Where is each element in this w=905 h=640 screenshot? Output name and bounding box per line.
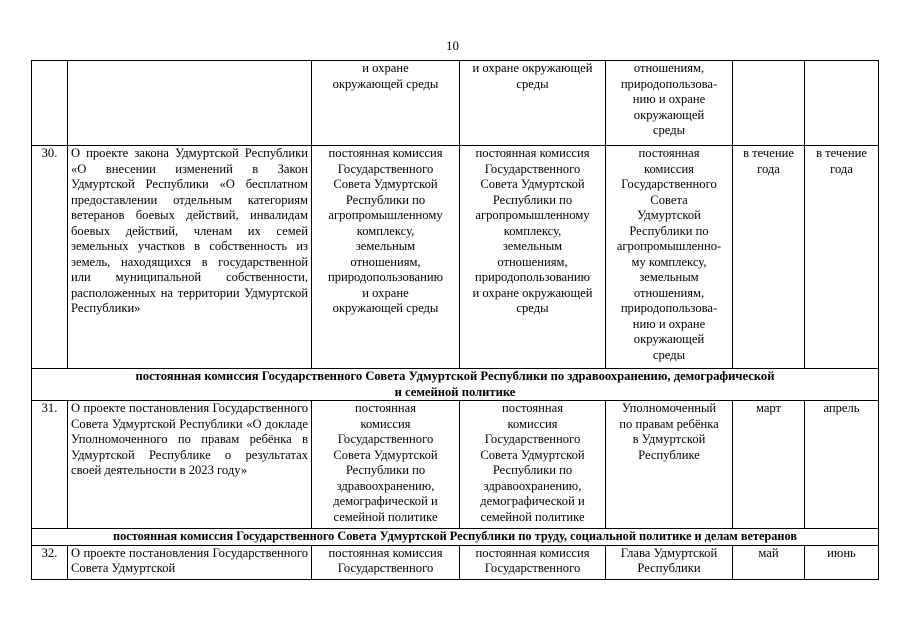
cell-line: Государственного (337, 161, 434, 176)
cell-line: Совета (650, 192, 688, 207)
cell-responsible-commission (312, 61, 460, 146)
cell-line: года (757, 161, 780, 176)
cell-line: агропромышленно- (616, 239, 722, 253)
legislative-plan-table (31, 60, 879, 580)
cell-line: комплексу, (503, 223, 562, 238)
cell-line: Государственного (621, 177, 717, 191)
cell-line: демографической и (480, 494, 585, 508)
cell-line: здравоохранению, (336, 478, 435, 493)
cell-line: Глава Удмуртской (620, 545, 718, 560)
cell-line: комиссия (507, 416, 558, 431)
cell-line: и охране (362, 285, 409, 300)
cell-line: природопользова- (620, 76, 718, 91)
cell-line: отношениям, (497, 254, 568, 269)
cell-line: и охране (362, 61, 409, 75)
cell-line: семейной политике (333, 509, 438, 524)
cell-line: среды (516, 301, 549, 315)
table-row (32, 146, 879, 369)
row-number: 31. (32, 401, 68, 529)
cell-line: постоянная комиссия (475, 545, 590, 560)
submission-date (733, 545, 805, 579)
cell-line: май (758, 545, 779, 560)
cell-line: отношениям, (633, 61, 705, 75)
co-executor (460, 545, 606, 579)
bill-title: О проекте закона Удмуртской Республики «О внесении изменений в Закон Удмуртской Республики «О бесплатном предоставлении отдельным категориям ветеранов боевых действий, инвалидам боевых действий, членам их семей земельных участков в собственность из земель, находящихся в государственной или муниципальной собственности, расположенных на территории Удмуртской Республики» (68, 146, 312, 369)
cell-line: здравоохранению, (483, 478, 582, 493)
section-header (32, 529, 879, 546)
cell-line: постоянная (502, 401, 563, 415)
cell-line: комиссия (360, 416, 411, 431)
table-row (32, 545, 879, 579)
cell-line: и охране окружающей (472, 61, 593, 75)
cell-line: и охране окружающей (472, 285, 593, 300)
cell-line: Республики по (345, 192, 426, 207)
cell-title (68, 61, 312, 146)
cell-consideration-date (805, 61, 879, 146)
cell-line: апрель (823, 401, 860, 415)
submission-date (733, 401, 805, 529)
cell-line: Уполномоченный (621, 401, 717, 415)
responsible-commission (312, 545, 460, 579)
cell-line: в течение (743, 146, 794, 160)
consideration-date (805, 545, 879, 579)
cell-line: Совета Удмуртской (333, 177, 438, 191)
cell-line: природопользованию (474, 270, 591, 284)
cell-line: комплексу, (356, 223, 415, 238)
responsible-commission (312, 146, 460, 369)
cell-initiator (606, 61, 733, 146)
cell-line: земельным (355, 239, 416, 253)
cell-line: Республики по (492, 192, 573, 207)
table-row (32, 401, 879, 529)
initiator (606, 545, 733, 579)
cell-line: март (755, 401, 782, 415)
row-number: 30. (32, 146, 68, 369)
cell-line: среды (516, 76, 549, 91)
cell-line: нию и охране (632, 92, 706, 106)
cell-line: агропромышленному (328, 208, 443, 222)
consideration-date (805, 401, 879, 529)
cell-co-executor (460, 61, 606, 146)
section-header (32, 369, 879, 401)
cell-line: Государственного (484, 432, 581, 446)
cell-line: июнь (827, 545, 856, 560)
cell-line: земельным (502, 239, 563, 253)
cell-line: Республике (638, 447, 700, 462)
cell-line: в течение (816, 146, 867, 160)
cell-line: Республики (637, 561, 701, 575)
cell-line: постоянная комиссия (475, 146, 590, 160)
cell-line: Совета Удмуртской (480, 177, 585, 191)
co-executor (460, 146, 606, 369)
row-number: 32. (32, 545, 68, 579)
cell-line: отношениям, (350, 254, 421, 269)
cell-line: среды (652, 347, 686, 362)
cell-line: окружающей среды (332, 76, 439, 91)
cell-line: Удмуртской (637, 208, 701, 222)
section-title: постоянная комиссия Государственного Совета Удмуртской Республики по труду, социальной политике и делам ветеранов (32, 529, 879, 546)
initiator (606, 401, 733, 529)
bill-title: О проекте постановления Государственного Совета Удмуртской Республики «О докладе Уполномоченного по правам ребёнка в Удмуртской Республике о результатах своей деятельности в 2023 году» (68, 401, 312, 529)
cell-line: среды (652, 123, 686, 137)
cell-line: окружающей (633, 332, 705, 346)
page-number: 10 (446, 38, 459, 53)
cell-line: Совета Удмуртской (333, 447, 438, 462)
responsible-commission (312, 401, 460, 529)
cell-line: Государственного (484, 161, 581, 176)
cell-line: нию и охране (632, 316, 706, 331)
cell-line: года (830, 161, 853, 176)
cell-line: Республики по (492, 463, 573, 477)
cell-line: постоянная (355, 401, 416, 415)
cell-line: Республики по (345, 463, 426, 477)
bill-title: О проекте постановления Государственного Совета Удмуртской (68, 545, 312, 579)
initiator (606, 146, 733, 369)
cell-line: Совета Удмуртской (480, 447, 585, 462)
cell-line: постоянная комиссия (328, 545, 443, 560)
co-executor (460, 401, 606, 529)
cell-line: по правам ребёнка (619, 416, 719, 431)
submission-date (733, 146, 805, 369)
table-row-continuation (32, 61, 879, 146)
cell-line: Республики по (629, 223, 709, 238)
cell-line: окружающей среды (332, 301, 439, 315)
cell-line: комиссия (644, 161, 694, 176)
cell-line: демографической и (333, 494, 438, 508)
cell-line: земельным (639, 270, 699, 284)
cell-line: окружающей (633, 107, 705, 122)
cell-line: агропромышленному (475, 208, 590, 222)
cell-line: постоянная (638, 146, 700, 160)
section-title: постоянная комиссия Государственного Совета Удмуртской Республики по здравоохранению, демографической и семейной политике (32, 369, 879, 401)
cell-line: му комплексу, (631, 254, 707, 269)
cell-line: Государственного (337, 561, 434, 575)
cell-line: семейной политике (480, 509, 585, 524)
cell-submission-date (733, 61, 805, 146)
cell-line: постоянная комиссия (328, 146, 443, 160)
cell-line: Государственного (337, 432, 434, 446)
cell-line: в Удмуртской (632, 432, 706, 446)
consideration-date (805, 146, 879, 369)
cell-number (32, 61, 68, 146)
cell-line: природопользованию (327, 270, 444, 284)
cell-line: Государственного (484, 561, 581, 575)
cell-line: отношениям, (633, 285, 705, 300)
cell-line: природопользова- (620, 301, 718, 315)
